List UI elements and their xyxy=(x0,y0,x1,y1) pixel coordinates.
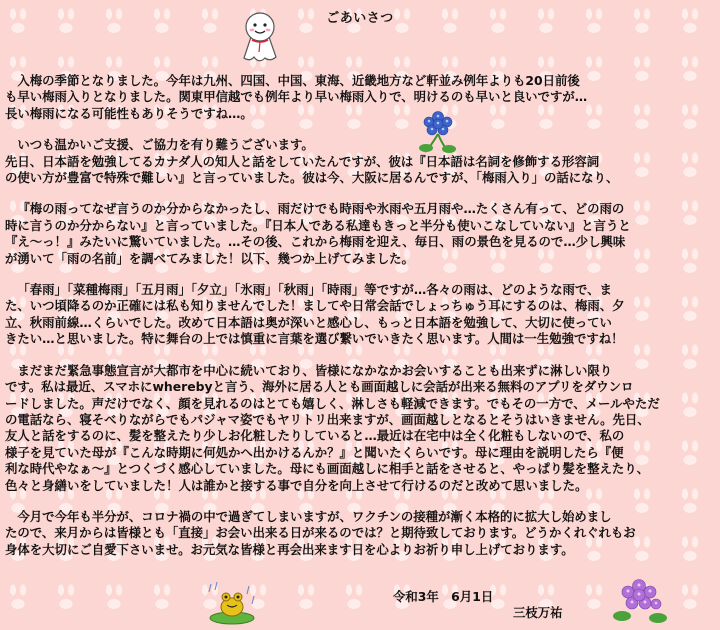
paragraph-rain-names: 「春雨」「菜種梅雨」「五月雨」「夕立」「氷雨」「秋雨」「時雨」等ですが…各々の雨は、どのような雨で、ま た、いつ頃降るのか正確には私も知りませんでした！ましてや日常会話でしょっちゅう耳にするのは、梅雨、夕 立、秋雨前線…くらいでした。改めて日本語は奥が深いと感心し、もっと日本語を勉強して、大切に使ってい きたい…と思いました。特に舞台の上では慎重に言葉を選び繋いでいきたく思います。人間は一生勉強ですね！ xyxy=(5,282,625,347)
paragraph-closing: 今月で今年も半分が、コロナ禍の中で過ぎてしまいますが、ワクチンの接種が漸く本格的に拡大し始めまし たので、来月からは皆様とも「直接」お会い出来る日が来るのでは？と期待致しております。どうかくれぐれもお 身体を大切にご自愛下さいませ。お元気な皆様と再会出来ます日を心よりお祈り申し上げております。 xyxy=(5,508,636,557)
paragraph-thanks: いつも温かいご支援、ご協力を有り難うございます。 先日、日本語を勉強してるカナダ人の知人と話をしていたんですが、彼は『日本語は名詞を修飾する形容詞 の使い方が豊富で特殊で難しい』と言っていました。彼は今、大阪に居るんですが、「梅雨入り」の話になり、 xyxy=(5,137,619,186)
date: 令和3年 6月1日 xyxy=(393,589,494,604)
letter-body xyxy=(5,73,717,573)
page-title: ごあいさつ xyxy=(326,11,394,26)
signature: 三枝万祐 xyxy=(513,605,563,620)
frog-on-lilypad-icon xyxy=(207,580,257,626)
teru-teru-bozu-icon xyxy=(238,10,282,66)
purple-hydrangea-icon xyxy=(612,576,668,626)
paragraph-state-of-emergency: まだまだ緊急事態宣言が大都市を中心に続いており、皆様になかなかお会いすることも出来ずに淋しい限り です。私は最近、スマホにwherebyと言う、海外に居る人とも画面越しに会話が出来る無料のアプリをダウンロ ードしました。声だけでなく、顔を見れるのはとても嬉しく、淋しさも軽減できます。でもその一方で、メールやただ の電話なら、寝そべりながらでもパジャマ姿でもヤリトリ出来ますが、画面越しとなるとそうはいきません。先日、 友人と話をするのに、髪を整えたり少しお化粧したりしていると…最近は在宅中は全く化粧もしないので、私の 様子を見ていた母が『こんな時期に何処かへ出かけるんか？』と聞いたくらいです。母に理由を説明したら『便 利な時代やなぁ～』とつくづく感心していました。母にも画面越しに相手と話をさせると、やっぱり髪を整えたり、 色々と身繕いをしていました！人は誰かと接する事で自分を向上させて行けるのだと改めて思いました。 xyxy=(5,362,660,493)
paragraph-rainy-season: 入梅の季節となりました。今年は九州、四国、中国、東海、近畿地方など軒並み例年よりも20日前後 も早い梅雨入りとなりました。関東甲信越でも例年より早い梅雨入りで、明けるのも早いと良いですが… 長い梅雨になる可能性もありそうですね…。 xyxy=(5,73,588,121)
paragraph-rain-words: 『梅の雨ってなぜ言うのか分からなかったし、雨だけでも時雨や氷雨や五月雨や…たくさん有って、どの雨の 時に言うのか分からない』と言っていました。『日本人である私達もきっと半分も使いこなしていない』と言うと 『え～っ！』みたいに驚いていました。…その後、これから梅雨を迎え、毎日、雨の景色を見るので…少し興味 が湧いて「雨の名前」を調べてみました！以下、幾つか上げてみました。 xyxy=(5,201,631,266)
